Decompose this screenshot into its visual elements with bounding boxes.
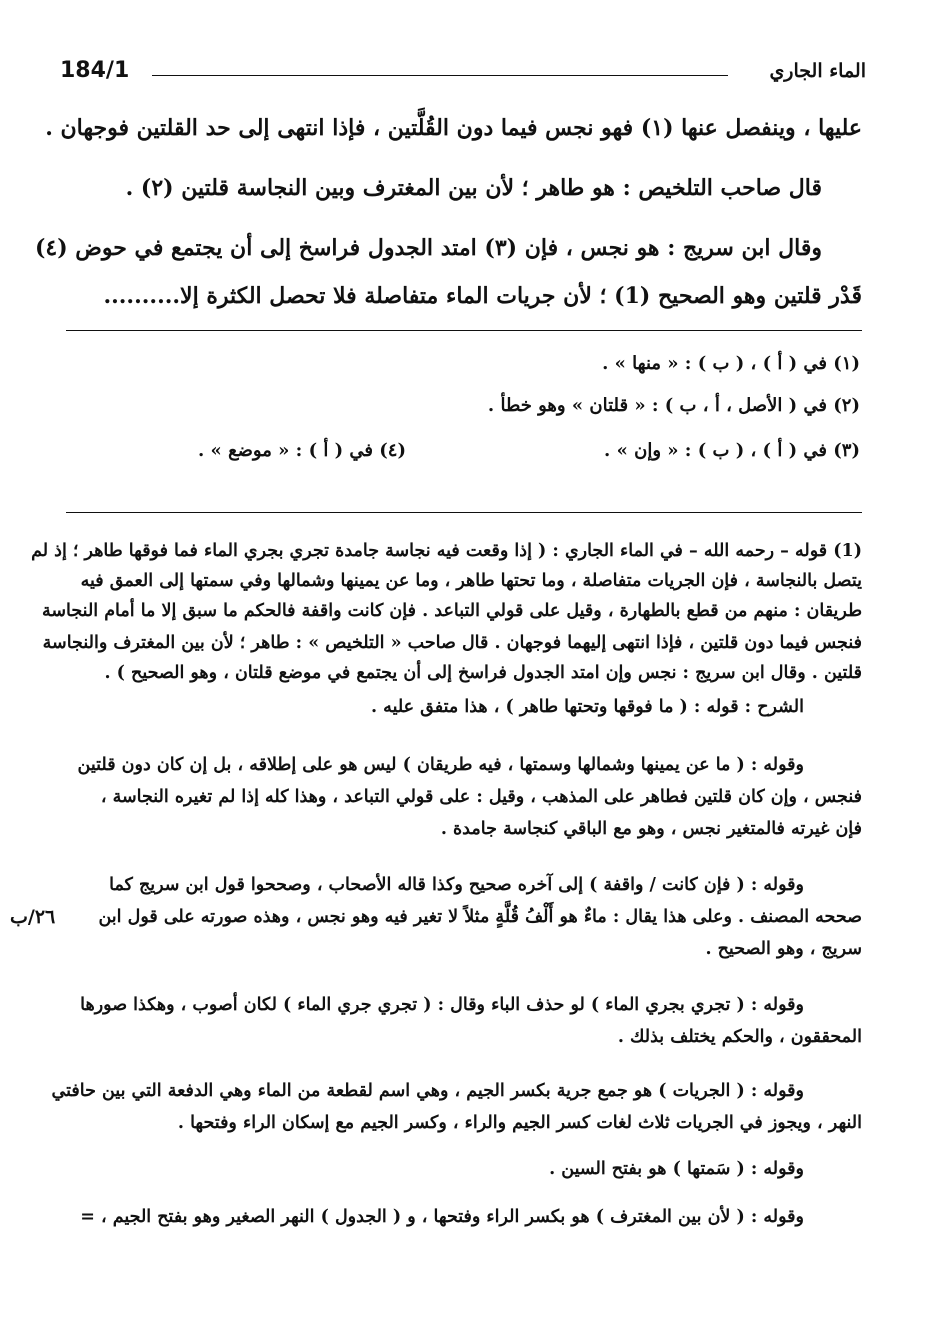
page-number: 184/1 <box>60 58 130 83</box>
commentary-line: وقوله : ( الجريات ) هو جمع جرية بكسر الجيم ، وهي اسم لقطعة من الماء وهي الدفعة التي بين حافتي <box>51 1081 804 1101</box>
commentary-line: وقوله : ( لأن بين المغترف ) هو بكسر الراء وفتحها ، و ( الجدول ) النهر الصغير وهو بفتح الجيم ، = <box>80 1207 804 1227</box>
footnote-item: (٤) في ( أ ) : « موضع » . <box>198 440 406 461</box>
main-text-line: وقال ابن سريج : هو نجس ، فإن (٣) امتد الجدول فراسخ إلى أن يجتمع في حوض (٤) <box>34 235 822 261</box>
commentary-line: الشرح : قوله : ( ما فوقها وتحتها طاهر ) ، هذا متفق عليه . <box>371 697 804 717</box>
footnote-item: (٣) في ( أ ) ، ( ب ) : « وإن » . <box>604 440 860 461</box>
main-text-line: قال صاحب التلخيص : هو طاهر ؛ لأن بين المغترف وبين النجاسة قلتين (٢) . <box>125 175 822 201</box>
commentary-line: (1) قوله – رحمه الله – في الماء الجاري : ( إذا وقعت فيه نجاسة جامدة تجري بجري الماء فما فوقها طاهر ؛ إذ لم <box>31 541 862 561</box>
commentary-line: قلتين . وقال ابن سريج : نجس وإن امتد الجدول فراسخ إلى أن يجتمع في موضع قلتان ، وهو الصحيح ) . <box>104 663 862 683</box>
commentary-line: فنجس فيما دون قلتين ، فإذا انتهى إليهما فوجهان . قال صاحب « التلخيص » : طاهر ؛ لأن بين المغترف والنجاسة <box>42 633 862 653</box>
commentary-line: طريقان : منهم من قطع بالطهارة ، وقيل على قولي التباعد . فإن كانت واقفة فالحكم ما سبق إلا ما أمام النجاسة <box>41 601 862 621</box>
commentary-line: فإن غيرته فالمتغير نجس ، وهو مع الباقي كنجاسة جامدة . <box>440 819 862 839</box>
commentary-line: يتصل بالنجاسة ، فإن الجريات متفاصلة ، وما تحتها طاهر ، وما عن يمينها وشمالها وفي سمتها إلى العمق فيه <box>80 571 862 591</box>
commentary-separator <box>66 512 862 513</box>
footnote-item: (٢) في ( الأصل ، أ ، ب ) : « قلتان » وهو خطأ . <box>487 395 860 416</box>
commentary-line: وقوله : ( تجري بجري الماء ) لو حذف الباء وقال : ( تجري جري الماء ) لكان أصوب ، وهكذا صورها <box>80 995 804 1015</box>
header-rule <box>152 75 728 76</box>
commentary-line: المحققون ، والحكم يختلف بذلك . <box>617 1027 862 1047</box>
main-text <box>34 112 862 332</box>
commentary-line: فنجس ، وإن كان قلتين فطاهر على المذهب ، وقيل : على قولي التباعد ، وهذا كله إذا لم تغيره النجاسة ، <box>100 787 862 807</box>
manuscript-folio-note: ٢٦/ب <box>10 906 56 928</box>
commentary-line: سريج ، وهو الصحيح . <box>705 939 862 959</box>
footnote-separator <box>66 330 862 331</box>
main-text-line: قَدْر قلتين وهو الصحيح (1) ؛ لأن جريات الماء متفاصلة فلا تحصل الكثرة إلا.......... <box>103 283 862 309</box>
footnote-item: (١) في ( أ ) ، ( ب ) : « منها » . <box>602 353 860 374</box>
page-header <box>60 58 866 92</box>
running-title: الماء الجاري <box>769 60 866 82</box>
commentary-line: وقوله : ( سَمتها ) هو بفتح السين . <box>549 1159 804 1179</box>
commentary-line: وقوله : ( فإن كانت / واقفة ) إلى آخره صحيح وكذا قاله الأصحاب ، وصححوا قول ابن سريج كما <box>109 875 804 895</box>
commentary-line: صححه المصنف . وعلى هذا يقال : ماءٌ هو أَلْفُ قُلَّةٍ مثلاً لا تغير فيه وهو نجس ، وهذه صورته على قول ابن <box>98 907 862 927</box>
commentary-line: النهر ، ويجوز في الجريات ثلاث لغات كسر الجيم والراء ، وكسر الجيم مع إسكان الراء وفتحها . <box>177 1113 862 1133</box>
main-text-line: عليها ، وينفصل عنها (١) فهو نجس فيما دون القُلَّتين ، فإذا انتهى إلى حد القلتين فوجهان . <box>45 115 862 141</box>
commentary-line: وقوله : ( ما عن يمينها وشمالها وسمتها ، فيه طريقان ) ليس هو على إطلاقه ، بل إن كان دون قلتين <box>77 755 804 775</box>
